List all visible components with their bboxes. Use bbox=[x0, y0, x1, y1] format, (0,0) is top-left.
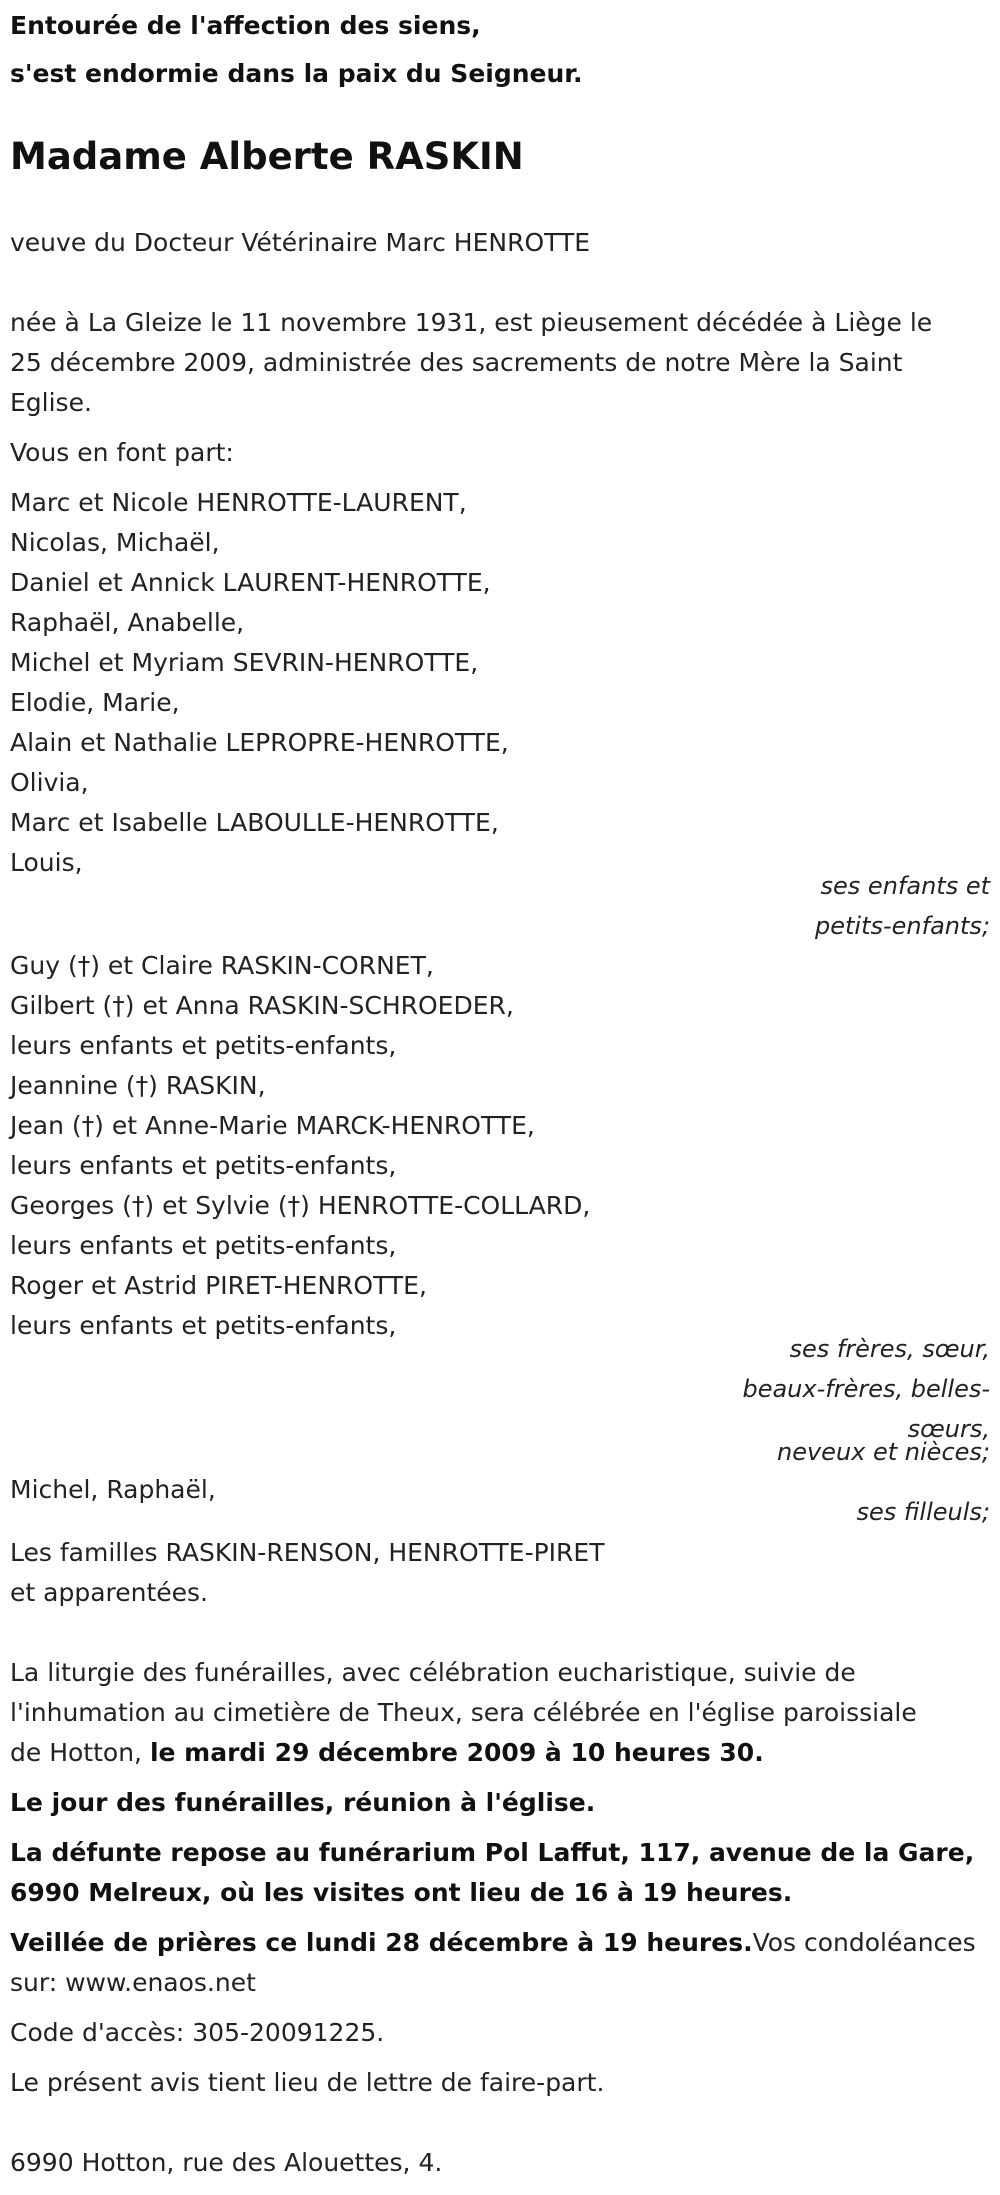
vigil-line-1 bbox=[10, 1923, 976, 1963]
siblings-line: leurs enfants et petits-enfants, bbox=[10, 1231, 397, 1260]
families-line-1: Les familles RASKIN-RENSON, HENROTTE-PIRET bbox=[10, 1538, 605, 1567]
intro-line-1: Entourée de l'affection des siens, bbox=[10, 11, 481, 40]
funerarium-line-2: 6990 Melreux, où les visites ont lieu de 16 à 19 heures. bbox=[10, 1878, 793, 1907]
birth-line-2: 25 décembre 2009, administrée des sacrements de notre Mère la Saint bbox=[10, 348, 903, 377]
children-line: Daniel et Annick LAURENT-HENROTTE, bbox=[10, 568, 491, 597]
siblings-line: leurs enfants et petits-enfants, bbox=[10, 1151, 397, 1180]
funerarium-line-1: La défunte repose au funérarium Pol Laffut, 117, avenue de la Gare, bbox=[10, 1838, 975, 1867]
access-code: Code d'accès: 305-20091225. bbox=[10, 2018, 385, 2047]
children-line: Olivia, bbox=[10, 768, 89, 797]
birth-line-1: née à La Gleize le 11 novembre 1931, est pieusement décédée à Liège le bbox=[10, 308, 933, 337]
condolences-website: sur: www.enaos.net bbox=[10, 1968, 256, 1997]
liturgy-line-3 bbox=[10, 1733, 764, 1773]
siblings-line: Georges (†) et Sylvie (†) HENROTTE-COLLARD, bbox=[10, 1191, 591, 1220]
liturgy-line-1: La liturgie des funérailles, avec célébration eucharistique, suivie de bbox=[10, 1658, 856, 1687]
godchildren: Michel, Raphaël, bbox=[10, 1475, 216, 1504]
siblings-role: ses frères, sœur, bbox=[789, 1335, 990, 1363]
liturgy-date: le mardi 29 décembre 2009 à 10 heures 30. bbox=[149, 1738, 764, 1767]
siblings-line: leurs enfants et petits-enfants, bbox=[10, 1031, 397, 1060]
siblings-line: Gilbert (†) et Anna RASKIN-SCHROEDER, bbox=[10, 991, 514, 1020]
condolences-label: Vos condoléances bbox=[752, 1928, 976, 1957]
children-role: ses enfants et bbox=[820, 872, 990, 900]
children-line: Elodie, Marie, bbox=[10, 688, 180, 717]
meeting-text: Le jour des funérailles, réunion à l'église. bbox=[10, 1788, 596, 1817]
siblings-line: Roger et Astrid PIRET-HENROTTE, bbox=[10, 1271, 427, 1300]
siblings-line: Guy (†) et Claire RASKIN-CORNET, bbox=[10, 951, 434, 980]
siblings-line: leurs enfants et petits-enfants, bbox=[10, 1311, 397, 1340]
birth-line-3: Eglise. bbox=[10, 388, 92, 417]
children-line: Marc et Nicole HENROTTE-LAURENT, bbox=[10, 488, 467, 517]
children-line: Raphaël, Anabelle, bbox=[10, 608, 245, 637]
deceased-name: Madame Alberte RASKIN bbox=[10, 135, 524, 178]
godchildren-role: ses filleuls; bbox=[856, 1498, 990, 1526]
intro-line-2: s'est endormie dans la paix du Seigneur. bbox=[10, 59, 583, 88]
families-line-2: et apparentées. bbox=[10, 1578, 208, 1607]
siblings-role: sœurs, bbox=[907, 1415, 990, 1443]
notice-text: Le présent avis tient lieu de lettre de faire-part. bbox=[10, 2068, 605, 2097]
siblings-line: Jean (†) et Anne-Marie MARCK-HENROTTE, bbox=[10, 1111, 535, 1140]
liturgy-place: de Hotton, bbox=[10, 1738, 150, 1767]
siblings-role: beaux-frères, belles- bbox=[742, 1375, 990, 1403]
announce-text: Vous en font part: bbox=[10, 438, 234, 467]
children-role: petits-enfants; bbox=[815, 912, 990, 940]
vigil-time: Veillée de prières ce lundi 28 décembre à 19 heures. bbox=[10, 1928, 753, 1957]
liturgy-line-2: l'inhumation au cimetière de Theux, sera célébrée en l'église paroissiale bbox=[10, 1698, 917, 1727]
children-line: Marc et Isabelle LABOULLE-HENROTTE, bbox=[10, 808, 499, 837]
children-line: Michel et Myriam SEVRIN-HENROTTE, bbox=[10, 648, 479, 677]
siblings-role: neveux et nièces; bbox=[777, 1438, 990, 1466]
children-line: Louis, bbox=[10, 848, 83, 877]
children-line: Nicolas, Michaël, bbox=[10, 528, 220, 557]
widow-of: veuve du Docteur Vétérinaire Marc HENROTTE bbox=[10, 228, 591, 257]
address: 6990 Hotton, rue des Alouettes, 4. bbox=[10, 2148, 443, 2177]
siblings-line: Jeannine (†) RASKIN, bbox=[10, 1071, 266, 1100]
children-line: Alain et Nathalie LEPROPRE-HENROTTE, bbox=[10, 728, 509, 757]
